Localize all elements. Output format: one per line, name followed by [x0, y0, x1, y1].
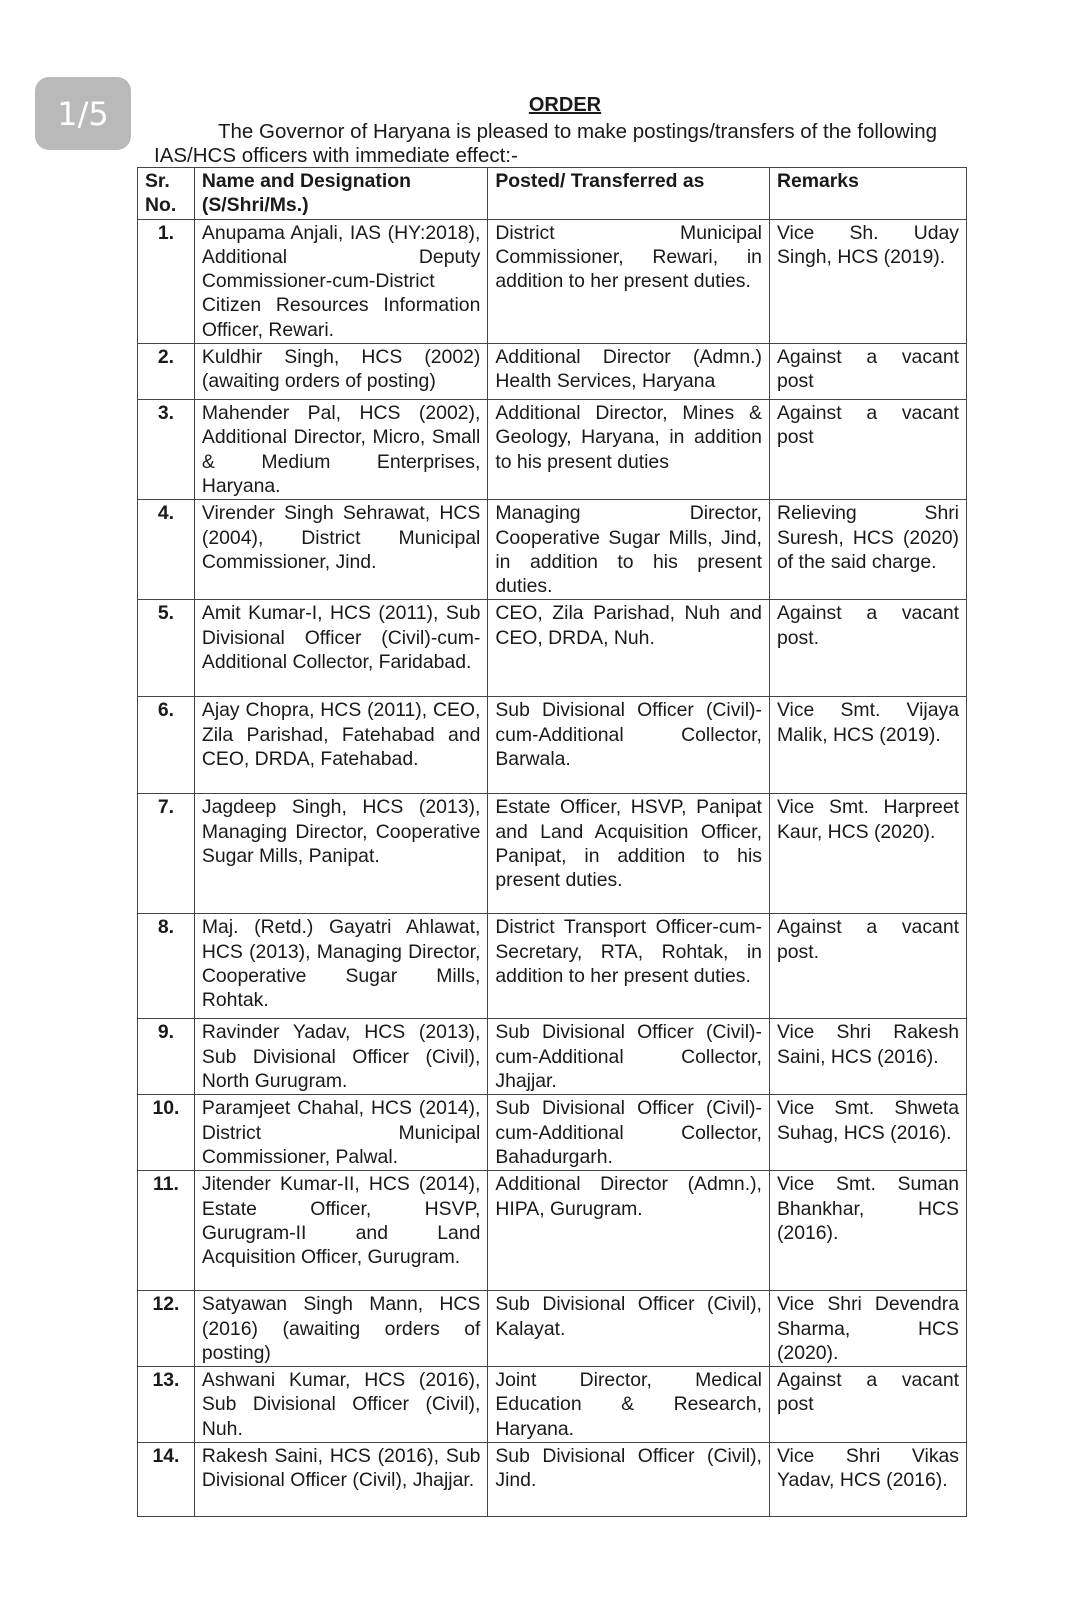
row-sr-no: 13.: [138, 1367, 195, 1443]
intro-text-line-1: The Governor of Haryana is pleased to make postings/transfers of the following: [218, 120, 938, 143]
row-sr-no: 8.: [138, 914, 195, 1019]
row-remarks: Against a vacant post.: [769, 600, 966, 697]
row-sr-no: 4.: [138, 500, 195, 600]
row-remarks: Against a vacant post: [769, 400, 966, 500]
row-name-designation: Mahender Pal, HCS (2002), Additional Director, Micro, Small & Medium Enterprises, Haryana.: [194, 400, 487, 500]
row-remarks: Against a vacant post: [769, 1367, 966, 1443]
row-remarks: Vice Shri Vikas Yadav, HCS (2016).: [769, 1443, 966, 1517]
row-remarks: Relieving Shri Suresh, HCS (2020) of the said charge.: [769, 500, 966, 600]
row-remarks: Vice Smt. Shweta Suhag, HCS (2016).: [769, 1095, 966, 1171]
row-posted-as: District Municipal Commissioner, Rewari, in addition to her present duties.: [488, 219, 770, 343]
table-row: [138, 400, 967, 500]
row-remarks: Against a vacant post.: [769, 914, 966, 1019]
row-posted-as: District Transport Officer-cum-Secretary, RTA, Rohtak, in addition to her present duties.: [488, 914, 770, 1019]
row-name-designation: Anupama Anjali, IAS (HY:2018), Additional Deputy Commissioner-cum-District Citizen Resources Information Officer, Rewari.: [194, 219, 487, 343]
table-row: [138, 219, 967, 343]
header-name-designation: Name and Designation (S/Shri/Ms.): [194, 168, 487, 220]
row-sr-no: 2.: [138, 344, 195, 400]
table-row: [138, 600, 967, 697]
row-name-designation: Rakesh Saini, HCS (2016), Sub Divisional Officer (Civil), Jhajjar.: [194, 1443, 487, 1517]
postings-table: [137, 167, 967, 1517]
table-row: [138, 500, 967, 600]
intro-text-line-2: IAS/HCS officers with immediate effect:-: [154, 144, 518, 167]
row-posted-as: Sub Divisional Officer (Civil)-cum-Additional Collector, Barwala.: [488, 697, 770, 794]
row-sr-no: 5.: [138, 600, 195, 697]
row-name-designation: Ravinder Yadav, HCS (2013), Sub Divisional Officer (Civil), North Gurugram.: [194, 1019, 487, 1095]
row-sr-no: 9.: [138, 1019, 195, 1095]
row-posted-as: Estate Officer, HSVP, Panipat and Land Acquisition Officer, Panipat, in addition to his present duties.: [488, 794, 770, 914]
row-remarks: Vice Smt. Vijaya Malik, HCS (2019).: [769, 697, 966, 794]
row-posted-as: Additional Director (Admn.) Health Services, Haryana: [488, 344, 770, 400]
row-sr-no: 1.: [138, 219, 195, 343]
row-sr-no: 12.: [138, 1291, 195, 1367]
row-name-designation: Maj. (Retd.) Gayatri Ahlawat, HCS (2013), Managing Director, Cooperative Sugar Mills, Rohtak.: [194, 914, 487, 1019]
row-posted-as: Additional Director, Mines & Geology, Haryana, in addition to his present duties: [488, 400, 770, 500]
row-remarks: Against a vacant post: [769, 344, 966, 400]
row-sr-no: 6.: [138, 697, 195, 794]
row-sr-no: 3.: [138, 400, 195, 500]
row-remarks: Vice Shri Devendra Sharma, HCS (2020).: [769, 1291, 966, 1367]
row-name-designation: Satyawan Singh Mann, HCS (2016) (awaiting orders of posting): [194, 1291, 487, 1367]
table-row: [138, 914, 967, 1019]
table-row: [138, 1095, 967, 1171]
table-row: [138, 1443, 967, 1517]
page-indicator-badge: 1/5: [35, 77, 131, 150]
row-sr-no: 7.: [138, 794, 195, 914]
row-name-designation: Virender Singh Sehrawat, HCS (2004), District Municipal Commissioner, Jind.: [194, 500, 487, 600]
row-remarks: Vice Sh. Uday Singh, HCS (2019).: [769, 219, 966, 343]
row-name-designation: Ashwani Kumar, HCS (2016), Sub Divisional Officer (Civil), Nuh.: [194, 1367, 487, 1443]
order-title: ORDER: [528, 94, 602, 116]
row-posted-as: Sub Divisional Officer (Civil)-cum-Additional Collector, Bahadurgarh.: [488, 1095, 770, 1171]
row-posted-as: Sub Divisional Officer (Civil)-cum-Additional Collector, Jhajjar.: [488, 1019, 770, 1095]
table-header-row: [138, 168, 967, 220]
header-posted-as: Posted/ Transferred as: [488, 168, 770, 220]
row-posted-as: Joint Director, Medical Education & Research, Haryana.: [488, 1367, 770, 1443]
row-name-designation: Paramjeet Chahal, HCS (2014), District Municipal Commissioner, Palwal.: [194, 1095, 487, 1171]
row-name-designation: Kuldhir Singh, HCS (2002) (awaiting orders of posting): [194, 344, 487, 400]
row-posted-as: Additional Director (Admn.), HIPA, Gurugram.: [488, 1171, 770, 1291]
row-sr-no: 11.: [138, 1171, 195, 1291]
row-posted-as: Sub Divisional Officer (Civil), Kalayat.: [488, 1291, 770, 1367]
row-name-designation: Jagdeep Singh, HCS (2013), Managing Director, Cooperative Sugar Mills, Panipat.: [194, 794, 487, 914]
row-name-designation: Jitender Kumar-II, HCS (2014), Estate Officer, HSVP, Gurugram-II and Land Acquisition Officer, Gurugram.: [194, 1171, 487, 1291]
table-row: [138, 697, 967, 794]
row-posted-as: CEO, Zila Parishad, Nuh and CEO, DRDA, Nuh.: [488, 600, 770, 697]
row-remarks: Vice Smt. Harpreet Kaur, HCS (2020).: [769, 794, 966, 914]
table-row: [138, 1171, 967, 1291]
row-sr-no: 10.: [138, 1095, 195, 1171]
row-remarks: Vice Smt. Suman Bhankhar, HCS (2016).: [769, 1171, 966, 1291]
table-row: [138, 1019, 967, 1095]
row-name-designation: Ajay Chopra, HCS (2011), CEO, Zila Parishad, Fatehabad and CEO, DRDA, Fatehabad.: [194, 697, 487, 794]
table-row: [138, 344, 967, 400]
table-row: [138, 794, 967, 914]
row-name-designation: Amit Kumar-I, HCS (2011), Sub Divisional Officer (Civil)-cum-Additional Collector, Faridabad.: [194, 600, 487, 697]
row-posted-as: Sub Divisional Officer (Civil), Jind.: [488, 1443, 770, 1517]
row-sr-no: 14.: [138, 1443, 195, 1517]
row-remarks: Vice Shri Rakesh Saini, HCS (2016).: [769, 1019, 966, 1095]
table-row: [138, 1291, 967, 1367]
table-row: [138, 1367, 967, 1443]
header-remarks: Remarks: [769, 168, 966, 220]
row-posted-as: Managing Director, Cooperative Sugar Mills, Jind, in addition to his present duties.: [488, 500, 770, 600]
header-sr-no: Sr. No.: [138, 168, 195, 220]
